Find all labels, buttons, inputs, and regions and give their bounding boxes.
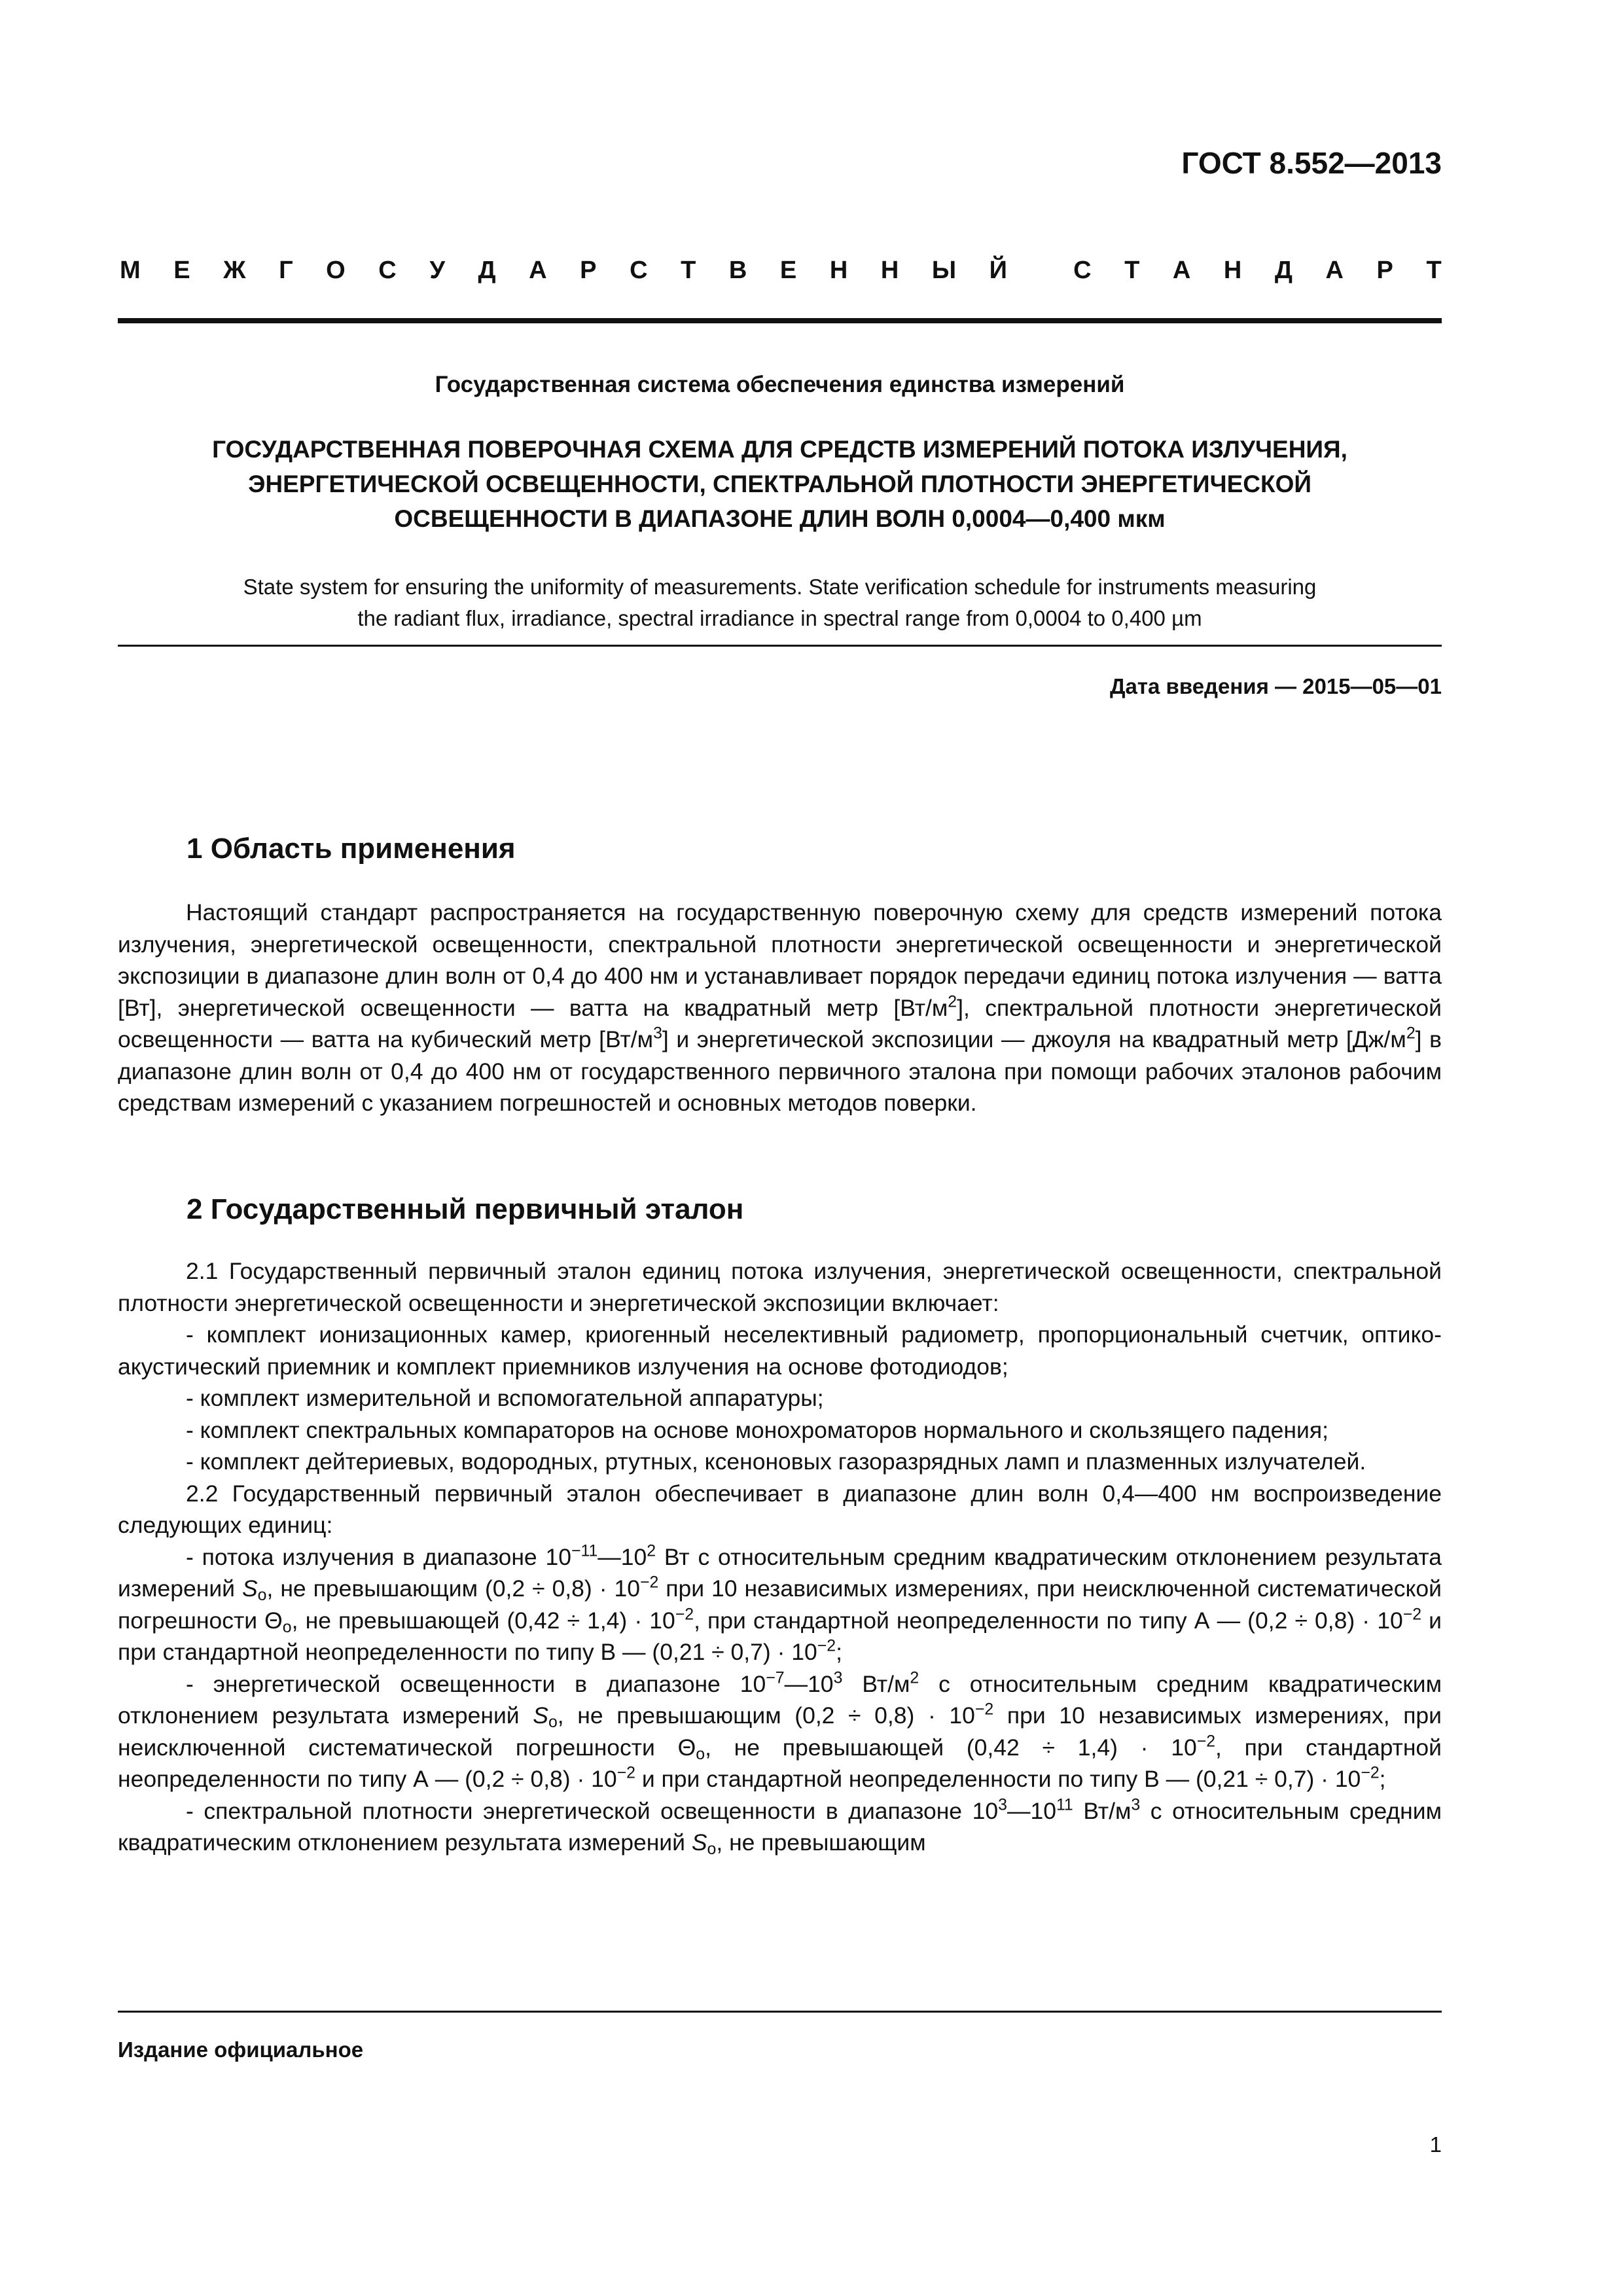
standard-type-letter: Ы	[931, 257, 957, 284]
standard-type-letter: М	[120, 257, 141, 284]
english-title-line: State system for ensuring the uniformity of measurements. State verification schedule for instruments measuring	[243, 575, 1317, 599]
heading-divider	[118, 318, 1442, 323]
clause-2-2: 2.2 Государственный первичный эталон обеспечивает в диапазоне длин волн 0,4—400 нм воспроизведение следующих единиц:	[118, 1480, 1442, 1538]
introduction-date: Дата введения — 2015—05—01	[1110, 674, 1442, 698]
title-line: ГОСУДАРСТВЕННАЯ ПОВЕРОЧНАЯ СХЕМА ДЛЯ СРЕДСТВ ИЗМЕРЕНИЙ ПОТОКА ИЗЛУЧЕНИЯ,	[212, 436, 1347, 463]
standard-type-letter: А	[529, 257, 547, 284]
document-number: ГОСТ 8.552—2013	[1181, 146, 1442, 180]
standard-type-letter: Р	[1376, 257, 1393, 284]
standard-type-letter: Р	[580, 257, 597, 284]
english-title-line: the radiant flux, irradiance, spectral irradiance in spectral range from 0,0004 to 0,400 µm	[357, 606, 1202, 630]
list-item-irradiance: - энергетической освещенности в диапазоне $10^{-7}—10^3$ $Вт/м^2$ с относительным средним квадратическим отклонением результата измерений $S_о$, не превышающим $(0,2 \div 0,8) \cdot 10^{-2}$ при 10 независимых измерениях, при неисключенной систематической погрешности $\Theta_о$, не превышающей $(0,42 \div 1,4) \cdot 10^{-2}$, при стандартной неопределенности по типу А — $(0,2 \div 0,8) \cdot 10^{-2}$ и при стандартной неопределенности по типу В — $(0,21 \div 0,7) \cdot 10^{-2}$;	[118, 1668, 1442, 1792]
standard-type-letter: О	[326, 257, 346, 284]
standard-type-letter: Д	[478, 257, 496, 284]
list-item-spectral-irradiance: - спектральной плотности энергетической освещенности в диапазоне $10^3—10^{11}$ $Вт/м^3$ с относительным средним квадратическим отклонением результата измерений $S_о$, не превышающим	[118, 1795, 1442, 1859]
standard-type-letter: Ж	[223, 257, 246, 284]
standard-type-letter: Т	[1426, 257, 1442, 284]
standard-type-letter: Е	[173, 257, 190, 284]
standard-type-letter: А	[1172, 257, 1191, 284]
standard-type-letter: Й	[989, 257, 1007, 284]
standard-type-letter: С	[630, 257, 648, 284]
page-number: 1	[1429, 2132, 1442, 2157]
list-item: - комплект дейтериевых, водородных, ртутных, ксеноновых газоразрядных ламп и плазменных излучателей.	[186, 1448, 1366, 1475]
standard-type-letter: В	[728, 257, 747, 284]
official-edition-label: Издание официальное	[118, 2037, 364, 2062]
standard-type-letter: С	[378, 257, 397, 284]
list-item: - комплект ионизационных камер, криогенный неселективный радиометр, пропорциональный счетчик, оптико-акустический приемник и комплект приемников излучения на основе фотодиодов;	[118, 1321, 1442, 1380]
list-item: - комплект измерительной и вспомогательной аппаратуры;	[186, 1385, 824, 1411]
title-line: ОСВЕЩЕННОСТИ В ДИАПАЗОНЕ ДЛИН ВОЛН 0,0004—0,400 мкм	[394, 505, 1166, 532]
standard-type-letter: Т	[1124, 257, 1140, 284]
section-heading-scope: 1 Область применения	[187, 833, 516, 865]
standard-type-letter: Н	[829, 257, 848, 284]
standard-type-letter: С	[1073, 257, 1092, 284]
document-title	[118, 432, 1442, 536]
standard-type-letter: У	[429, 257, 445, 284]
list-item-radiant-flux: - потока излучения в диапазоне $10^{-11}—10^2$ Вт с относительным средним квадратическим отклонением результата измерений $S_о$, не превышающим $(0,2 \div 0,8) \cdot 10^{-2}$ при 10 независимых измерениях, при неисключенной систематической погрешности $\Theta_о$, не превышающей $(0,42 \div 1,4) \cdot 10^{-2}$, при стандартной неопределенности по типу А — $(0,2 \div 0,8) \cdot 10^{-2}$ и при стандартной неопределенности по типу В — $(0,21 \div 0,7) \cdot 10^{-2}$;	[118, 1541, 1442, 1665]
section-heading-primary-standard: 2 Государственный первичный эталон	[187, 1193, 744, 1225]
english-title	[118, 571, 1442, 634]
footer-divider	[118, 2011, 1442, 2013]
standard-type-letter: Н	[880, 257, 899, 284]
standard-type-letter: А	[1325, 257, 1344, 284]
standard-type-letter: Т	[681, 257, 696, 284]
section-scope-body	[118, 897, 1442, 1119]
standard-type-letter: Г	[279, 257, 293, 284]
list-item: - комплект спектральных компараторов на основе монохроматоров нормального и скользящего падения;	[186, 1416, 1329, 1443]
standard-type-letter: Н	[1223, 257, 1242, 284]
standard-type-heading	[120, 257, 1442, 285]
standard-type-letter: Е	[779, 257, 797, 284]
title-divider	[118, 645, 1442, 647]
system-name: Государственная система обеспечения единства измерений	[435, 372, 1125, 397]
standard-type-letter: Д	[1274, 257, 1293, 284]
clause-2-1: 2.1 Государственный первичный эталон единиц потока излучения, энергетической освещенности, спектральной плотности энергетической освещенности и энергетической экспозиции включает:	[118, 1258, 1442, 1316]
scope-paragraph: Настоящий стандарт распространяется на государственную поверочную схему для средств измерений потока излучения, энергетической освещенности, спектральной плотности энергетической освещенности и энергетической экспозиции в диапазоне длин волн от 0,4 до 400 нм и устанавливает порядок передачи единиц потока излучения — ватта [Вт], энергетической освещенности — ватта на квадратный метр $[Вт/м^2]$, спектральной плотности энергетической освещенности — ватта на кубический метр $[Вт/м^3]$ и энергетической экспозиции — джоуля на квадратный метр $[Дж/м^2]$ в диапазоне длин волн от 0,4 до 400 нм от государственного первичного эталона при помощи рабочих эталонов рабочим средствам измерений с указанием погрешностей и основных методов поверки.	[118, 899, 1442, 1116]
section-primary-standard-body	[118, 1255, 1442, 1859]
title-line: ЭНЕРГЕТИЧЕСКОЙ ОСВЕЩЕННОСТИ, СПЕКТРАЛЬНОЙ ПЛОТНОСТИ ЭНЕРГЕТИЧЕСКОЙ	[248, 471, 1311, 497]
